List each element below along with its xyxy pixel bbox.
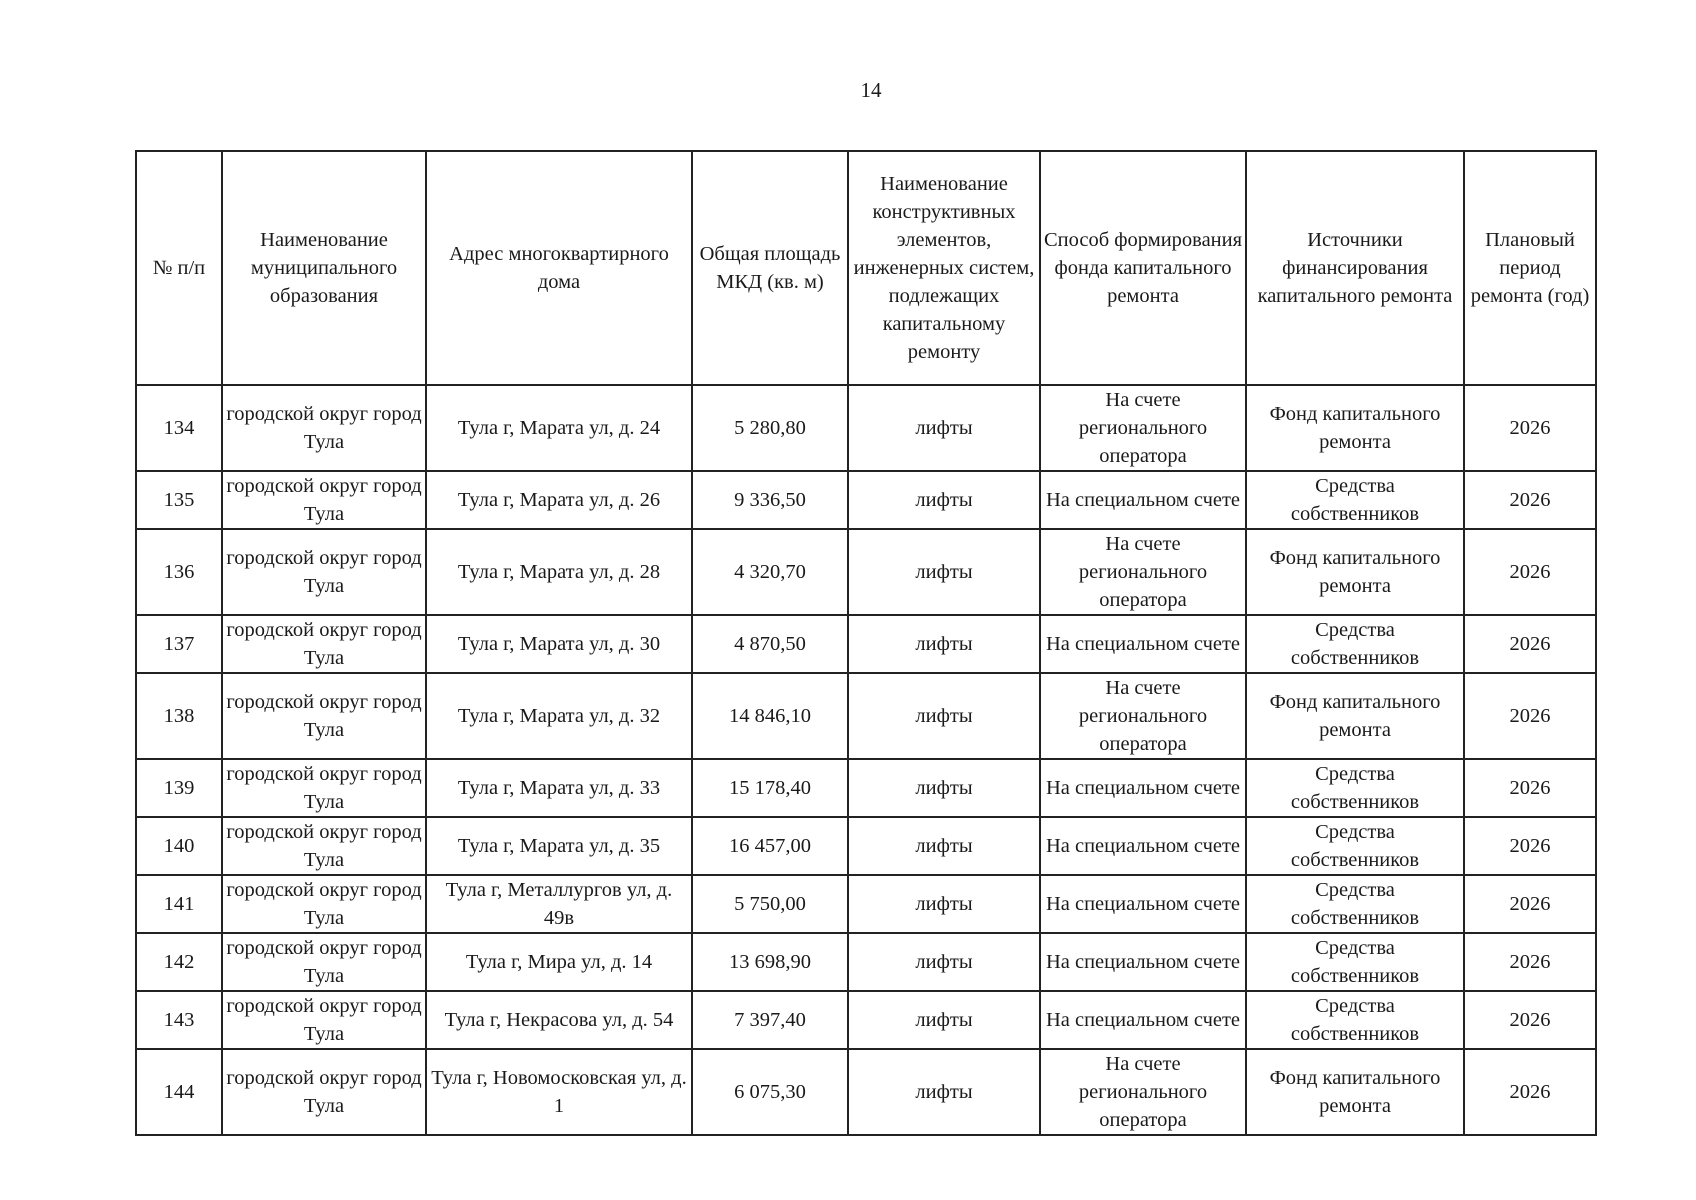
cell-address: Тула г, Марата ул, д. 26 — [426, 471, 692, 529]
cell-elements: лифты — [848, 1049, 1040, 1135]
cell-period: 2026 — [1464, 933, 1596, 991]
header-number: № п/п — [136, 151, 222, 385]
cell-fund-method: На специальном счете — [1040, 991, 1246, 1049]
cell-address: Тула г, Марата ул, д. 35 — [426, 817, 692, 875]
cell-fund-method: На специальном счете — [1040, 875, 1246, 933]
cell-number: 135 — [136, 471, 222, 529]
cell-number: 143 — [136, 991, 222, 1049]
cell-municipality: городской округ город Тула — [222, 817, 426, 875]
table-row — [136, 673, 1596, 759]
cell-fund-method: На специальном счете — [1040, 615, 1246, 673]
header-address: Адрес многоквартирного дома — [426, 151, 692, 385]
cell-fund-method: На счете регионального оператора — [1040, 529, 1246, 615]
cell-area: 6 075,30 — [692, 1049, 848, 1135]
cell-elements: лифты — [848, 991, 1040, 1049]
cell-funding-source: Средства собственников — [1246, 759, 1464, 817]
cell-address: Тула г, Металлургов ул, д. 49в — [426, 875, 692, 933]
cell-period: 2026 — [1464, 385, 1596, 471]
header-fund-method: Способ формирования фонда капитального ремонта — [1040, 151, 1246, 385]
cell-municipality: городской округ город Тула — [222, 615, 426, 673]
cell-number: 139 — [136, 759, 222, 817]
cell-municipality: городской округ город Тула — [222, 875, 426, 933]
cell-number: 136 — [136, 529, 222, 615]
cell-address: Тула г, Мира ул, д. 14 — [426, 933, 692, 991]
table-row — [136, 471, 1596, 529]
repair-registry-table — [135, 150, 1597, 1136]
cell-municipality: городской округ город Тула — [222, 991, 426, 1049]
cell-area: 15 178,40 — [692, 759, 848, 817]
cell-number: 144 — [136, 1049, 222, 1135]
cell-number: 137 — [136, 615, 222, 673]
cell-municipality: городской округ город Тула — [222, 529, 426, 615]
cell-address: Тула г, Некрасова ул, д. 54 — [426, 991, 692, 1049]
cell-funding-source: Средства собственников — [1246, 991, 1464, 1049]
cell-municipality: городской округ город Тула — [222, 759, 426, 817]
cell-funding-source: Фонд капитального ремонта — [1246, 1049, 1464, 1135]
header-municipality: Наименование муниципального образования — [222, 151, 426, 385]
cell-number: 134 — [136, 385, 222, 471]
cell-municipality: городской округ город Тула — [222, 385, 426, 471]
table-row — [136, 875, 1596, 933]
cell-funding-source: Фонд капитального ремонта — [1246, 385, 1464, 471]
table-row — [136, 991, 1596, 1049]
cell-elements: лифты — [848, 759, 1040, 817]
cell-fund-method: На счете регионального оператора — [1040, 385, 1246, 471]
cell-fund-method: На счете регионального оператора — [1040, 1049, 1246, 1135]
cell-elements: лифты — [848, 615, 1040, 673]
cell-period: 2026 — [1464, 529, 1596, 615]
cell-fund-method: На счете регионального оператора — [1040, 673, 1246, 759]
cell-elements: лифты — [848, 875, 1040, 933]
cell-number: 140 — [136, 817, 222, 875]
table-header-row — [136, 151, 1596, 385]
cell-funding-source: Фонд капитального ремонта — [1246, 673, 1464, 759]
cell-area: 4 870,50 — [692, 615, 848, 673]
header-elements: Наименование конструктивных элементов, инженерных систем, подлежащих капитальному ремонту — [848, 151, 1040, 385]
cell-area: 13 698,90 — [692, 933, 848, 991]
cell-elements: лифты — [848, 529, 1040, 615]
cell-area: 7 397,40 — [692, 991, 848, 1049]
cell-fund-method: На специальном счете — [1040, 817, 1246, 875]
cell-number: 142 — [136, 933, 222, 991]
cell-period: 2026 — [1464, 817, 1596, 875]
cell-period: 2026 — [1464, 615, 1596, 673]
cell-municipality: городской округ город Тула — [222, 673, 426, 759]
cell-funding-source: Фонд капитального ремонта — [1246, 529, 1464, 615]
cell-area: 9 336,50 — [692, 471, 848, 529]
cell-address: Тула г, Марата ул, д. 28 — [426, 529, 692, 615]
cell-area: 5 750,00 — [692, 875, 848, 933]
cell-address: Тула г, Марата ул, д. 30 — [426, 615, 692, 673]
cell-number: 141 — [136, 875, 222, 933]
cell-period: 2026 — [1464, 471, 1596, 529]
cell-period: 2026 — [1464, 991, 1596, 1049]
cell-funding-source: Средства собственников — [1246, 615, 1464, 673]
cell-funding-source: Средства собственников — [1246, 933, 1464, 991]
table-row — [136, 817, 1596, 875]
table-row — [136, 615, 1596, 673]
cell-address: Тула г, Марата ул, д. 24 — [426, 385, 692, 471]
cell-fund-method: На специальном счете — [1040, 759, 1246, 817]
table-row — [136, 385, 1596, 471]
cell-address: Тула г, Новомосковская ул, д. 1 — [426, 1049, 692, 1135]
cell-municipality: городской округ город Тула — [222, 1049, 426, 1135]
table-row — [136, 1049, 1596, 1135]
cell-municipality: городской округ город Тула — [222, 471, 426, 529]
page-number: 14 — [860, 78, 882, 102]
cell-elements: лифты — [848, 817, 1040, 875]
cell-area: 5 280,80 — [692, 385, 848, 471]
cell-funding-source: Средства собственников — [1246, 875, 1464, 933]
table-row — [136, 933, 1596, 991]
cell-address: Тула г, Марата ул, д. 32 — [426, 673, 692, 759]
table-row — [136, 529, 1596, 615]
cell-fund-method: На специальном счете — [1040, 471, 1246, 529]
cell-elements: лифты — [848, 385, 1040, 471]
cell-fund-method: На специальном счете — [1040, 933, 1246, 991]
cell-period: 2026 — [1464, 759, 1596, 817]
cell-funding-source: Средства собственников — [1246, 817, 1464, 875]
cell-elements: лифты — [848, 933, 1040, 991]
header-area: Общая площадь МКД (кв. м) — [692, 151, 848, 385]
cell-elements: лифты — [848, 471, 1040, 529]
cell-elements: лифты — [848, 673, 1040, 759]
cell-area: 14 846,10 — [692, 673, 848, 759]
table-row — [136, 759, 1596, 817]
cell-area: 16 457,00 — [692, 817, 848, 875]
cell-area: 4 320,70 — [692, 529, 848, 615]
header-period: Плановый период ремонта (год) — [1464, 151, 1596, 385]
cell-period: 2026 — [1464, 1049, 1596, 1135]
cell-funding-source: Средства собственников — [1246, 471, 1464, 529]
cell-address: Тула г, Марата ул, д. 33 — [426, 759, 692, 817]
cell-number: 138 — [136, 673, 222, 759]
cell-period: 2026 — [1464, 875, 1596, 933]
cell-period: 2026 — [1464, 673, 1596, 759]
cell-municipality: городской округ город Тула — [222, 933, 426, 991]
header-funding-source: Источники финансирования капитального ремонта — [1246, 151, 1464, 385]
